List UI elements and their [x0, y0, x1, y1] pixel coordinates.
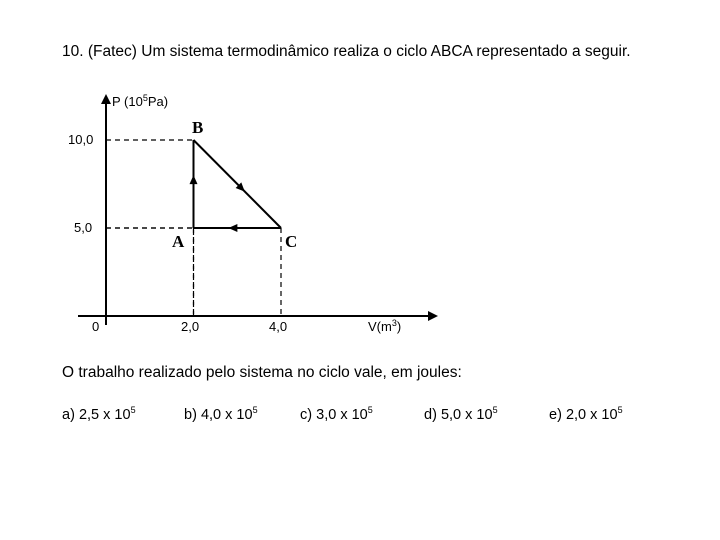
x-axis-arrow-icon [428, 311, 438, 321]
origin-label: 0 [92, 319, 100, 334]
direction-arrow-icon [190, 175, 198, 184]
point-label-a: A [172, 232, 185, 251]
point-label-b: B [192, 118, 204, 137]
x-tick-4: 4,0 [269, 319, 288, 334]
answer-options [0, 405, 720, 429]
y-axis-label: P $(10^5Pa)$ [112, 93, 169, 109]
option-a[interactable]: a) 2,5 x $10^5$ [62, 405, 136, 423]
x-tick-2: 2,0 [181, 319, 200, 334]
y-tick-5: 5,0 [74, 220, 93, 235]
option-c[interactable]: c) 3,0 x $10^5$ [300, 405, 373, 423]
prompt-text: O trabalho realizado pelo sistema no ciclo vale, em joules: [62, 364, 462, 381]
x-axis-label: $V(m^3)$ [368, 318, 402, 334]
option-d[interactable]: d) 5,0 x $10^5$ [424, 405, 498, 423]
y-tick-10: 10,0 [68, 132, 94, 147]
option-b[interactable]: b) 4,0 x $10^5$ [184, 405, 258, 423]
y-axis-arrow-icon [101, 94, 111, 104]
direction-arrow-icon [228, 224, 237, 232]
point-label-c: C [285, 232, 298, 251]
option-e[interactable]: e) 2,0 x $10^5$ [549, 405, 623, 423]
cycle-segment-bc [194, 140, 282, 228]
question-text: 10. (Fatec) Um sistema termodinâmico realiza o ciclo ABCA representado a seguir. [62, 43, 631, 60]
